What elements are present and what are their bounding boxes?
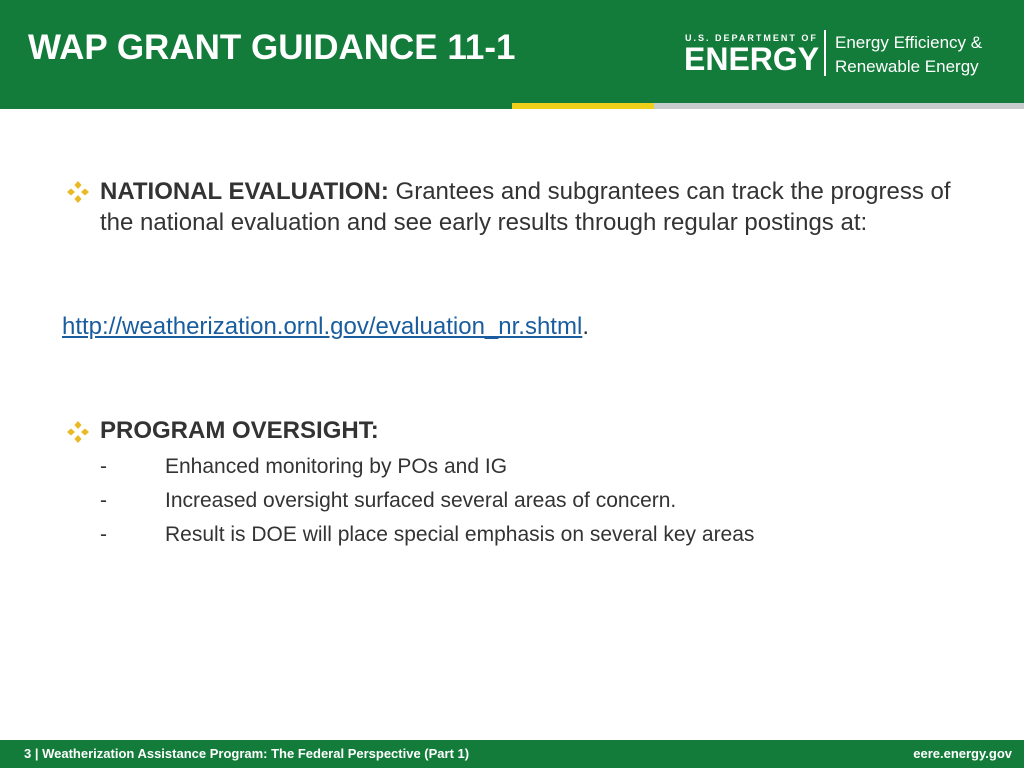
national-evaluation-paragraph (100, 176, 980, 238)
footer-separator: | (31, 746, 43, 761)
diamond-bullet-icon (66, 180, 90, 204)
header-stripe-yellow (512, 103, 654, 109)
oversight-item-text: Enhanced monitoring by POs and IG (165, 455, 508, 478)
evaluation-link[interactable]: http://weatherization.ornl.gov/evaluation_nr.shtml (62, 313, 583, 340)
page-number: 3 (24, 746, 32, 761)
doe-eere-logo (684, 28, 1014, 78)
logo-office-line1: Energy Efficiency & (835, 33, 983, 52)
program-oversight-title: PROGRAM OVERSIGHT: (100, 417, 379, 444)
logo-department: U.S. DEPARTMENT OF (685, 33, 818, 43)
link-suffix: . (582, 313, 589, 340)
header-stripe-gray (654, 103, 1024, 109)
diamond-bullet-icon (66, 420, 90, 444)
footer-left (24, 746, 469, 761)
header-stripe-green (0, 103, 512, 109)
header-bar (0, 0, 1024, 103)
program-title: Weatherization Assistance Program: The Federal Perspective (Part 1) (42, 746, 470, 761)
dash-marker: - (100, 489, 107, 512)
oversight-item (100, 523, 754, 547)
footer-website: eere.energy.gov (913, 746, 1012, 761)
logo-divider (824, 30, 826, 76)
evaluation-link-line (62, 311, 589, 342)
oversight-item-text: Increased oversight surfaced several areas of concern. (165, 489, 677, 512)
dash-marker: - (100, 455, 107, 478)
page-title: WAP GRANT GUIDANCE 11-1 (28, 28, 516, 67)
logo-office-line2: Renewable Energy (835, 57, 979, 76)
oversight-item-text: Result is DOE will place special emphasis on several key areas (165, 523, 755, 546)
oversight-item (100, 455, 507, 479)
footer-bar (0, 740, 1024, 768)
national-evaluation-text: Grantees and subgrantees can track the progress of the national evaluation and see early results through regular postings at: (100, 178, 951, 236)
national-evaluation-label: NATIONAL EVALUATION: (100, 178, 389, 205)
logo-agency: ENERGY (684, 41, 820, 77)
dash-marker: - (100, 523, 107, 546)
oversight-item (100, 489, 676, 513)
